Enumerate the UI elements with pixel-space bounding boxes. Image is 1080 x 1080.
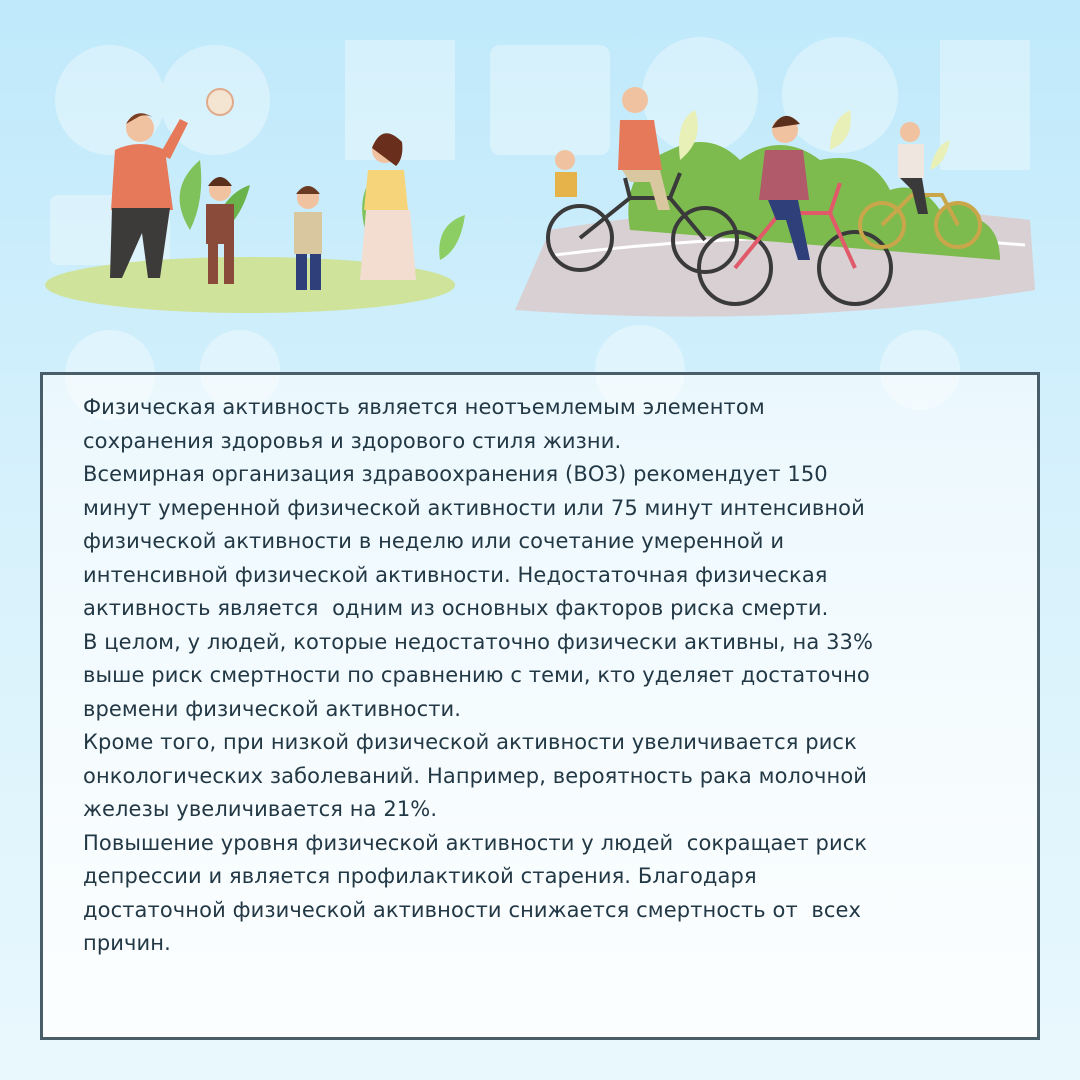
info-text-card [40,372,1040,1040]
article-paragraph-1: Физическая активность является неотъемлемым элементом сохранения здоровья и здорового стиля жизни. [83,395,765,453]
article-paragraph-3: В целом, у людей, которые недостаточно физически активны, на 33% выше риск смертности по сравнению с теми, кто уделяет достаточно времени физической активности. [83,629,874,721]
article-paragraph-5: Повышение уровня физической активности у людей сокращает риск депрессии и является профилактикой старения. Благодаря достаточной физической активности снижается смертность от всех причин. [83,830,868,955]
article-paragraph-2: Всемирная организация здравоохранения (ВОЗ) рекомендует 150 минут умеренной физической активности или 75 минут интенсивной физической активности в неделю или сочетание умеренной и интенсивной физической активности. Недостаточная физическая активность является одним из основных факторов риска смерти. [83,462,865,620]
family-cycling-illustration [510,80,1040,320]
article-paragraph-4: Кроме того, при низкой физической активности увеличивается риск онкологических заболеваний. Например, вероятность рака молочной железы увеличивается на 21%. [83,730,868,821]
family-playing-ball-illustration [40,80,480,320]
